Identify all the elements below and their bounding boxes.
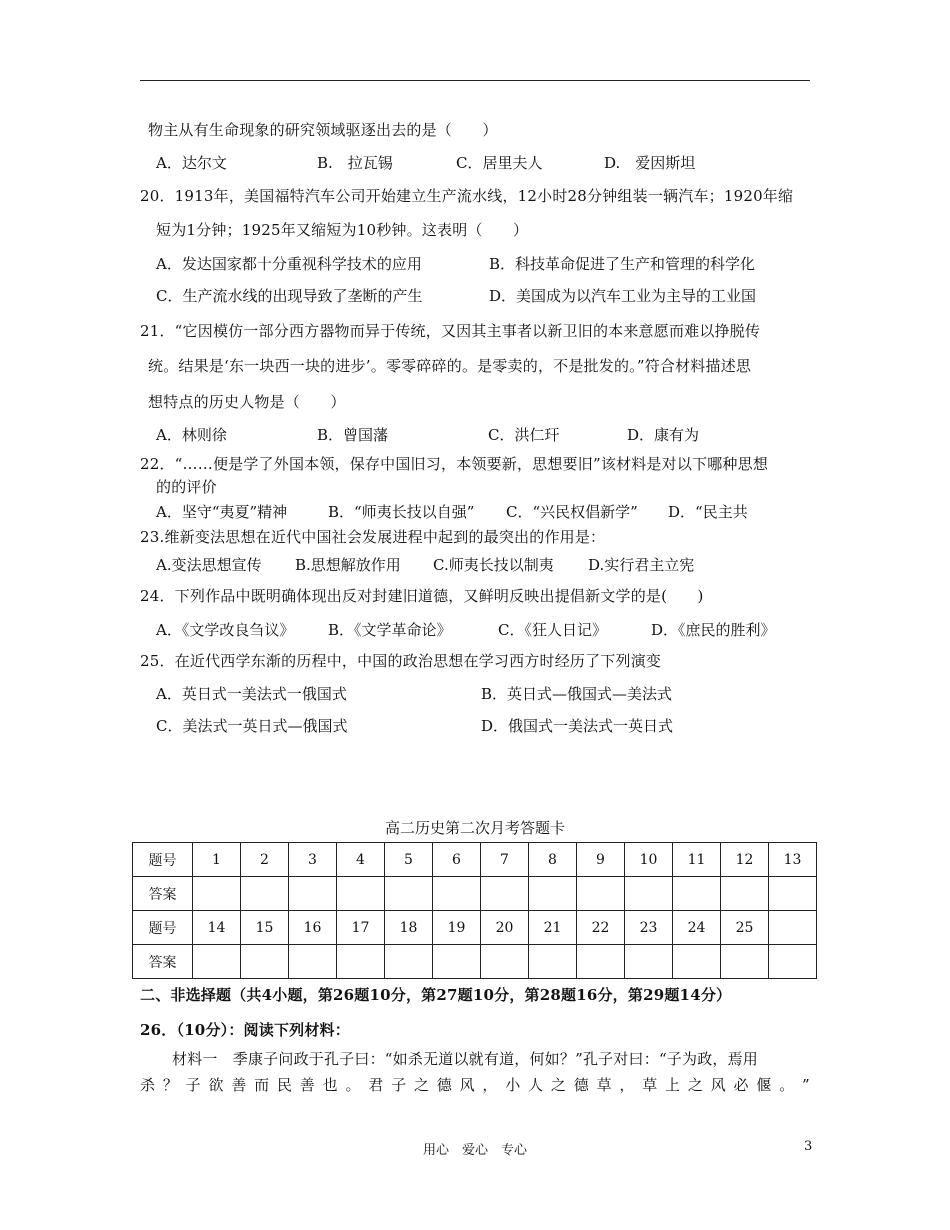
header-rule [140, 80, 810, 81]
q20-stem-line2: 短为1分钟；1925年又缩短为10秒钟。这表明（ ） [156, 221, 529, 239]
material-char: 德 [436, 1076, 452, 1094]
material-char: 草 [642, 1076, 658, 1094]
material-char: 之 [413, 1076, 429, 1094]
answer-cell[interactable] [193, 945, 241, 979]
material-char: 善 [231, 1076, 247, 1094]
q19-option-c: C．居里夫人 [456, 154, 543, 172]
q23-option-b: B.思想解放作用 [295, 556, 401, 574]
q25-option-a: A．英日式一美法式一俄国式 [156, 685, 347, 703]
answer-cell[interactable] [577, 877, 625, 911]
answer-card-table [132, 842, 817, 979]
answer-cell[interactable] [385, 945, 433, 979]
answer-cell[interactable] [289, 877, 337, 911]
material-char: 德 [573, 1076, 589, 1094]
q24-option-c: C．《狂人日记》 [498, 621, 607, 639]
material-char: ， [619, 1076, 635, 1094]
answer-cell[interactable] [433, 945, 481, 979]
answer-cell[interactable] [481, 945, 529, 979]
answer-cell[interactable] [625, 877, 673, 911]
answer-cell[interactable] [529, 945, 577, 979]
q20-option-d: D．美国成为以汽车工业为主导的工业国 [489, 287, 757, 305]
q19-option-a: A．达尔文 [156, 154, 227, 172]
q24-option-a: A．《文学改良刍议》 [156, 621, 295, 639]
question-number-cell: 24 [673, 911, 721, 945]
question-number-cell: 9 [577, 843, 625, 877]
q19-continuation: 物主从有生命现象的研究领域驱逐出去的是（ ） [148, 121, 498, 139]
material-char: ， [482, 1076, 498, 1094]
q25-stem: 25．在近代西学东渐的历程中，中国的政治思想在学习西方时经历了下列演变 [140, 652, 662, 670]
page-number: 3 [804, 1139, 813, 1154]
answer-cell[interactable] [337, 877, 385, 911]
table-row [133, 877, 817, 911]
q22-stem-line2: 的的评价 [156, 478, 217, 496]
label-question-number: 题号 [133, 911, 193, 945]
question-number-cell: 21 [529, 911, 577, 945]
material-char: 之 [687, 1076, 703, 1094]
material-char: 杀 [140, 1076, 156, 1094]
q20-option-b: B．科技革命促进了生产和管理的科学化 [489, 255, 756, 273]
q24-option-b: B．《文学革命论》 [328, 621, 452, 639]
label-answer: 答案 [133, 877, 193, 911]
question-number-cell: 18 [385, 911, 433, 945]
q25-option-d: D．俄国式一美法式一英日式 [481, 717, 674, 735]
q23-option-c: C.师夷长技以制夷 [433, 556, 554, 574]
question-number-cell: 13 [769, 843, 817, 877]
table-row [133, 843, 817, 877]
material-char: 欲 [208, 1076, 224, 1094]
question-number-cell: 23 [625, 911, 673, 945]
label-answer: 答案 [133, 945, 193, 979]
q23-option-d: D.实行君主立宪 [588, 556, 695, 574]
q21-option-b: B．曾国藩 [317, 426, 389, 444]
q22-stem-line1: 22．“……便是学了外国本领，保存中国旧习，本领要新，思想要旧”该材料是对以下哪种思想 [140, 455, 769, 473]
material-char: 小 [505, 1076, 521, 1094]
material-char: 偃 [756, 1076, 772, 1094]
material-char: 子 [391, 1076, 407, 1094]
q19-option-b: B. 拉瓦锡 [317, 154, 393, 172]
q22-option-d: D．“民主共 [668, 503, 748, 521]
answer-cell[interactable] [529, 877, 577, 911]
answer-cell[interactable] [241, 945, 289, 979]
material-char: 民 [276, 1076, 292, 1094]
material-char: 上 [665, 1076, 681, 1094]
q23-option-a: A.变法思想宣传 [156, 556, 262, 574]
table-row [133, 945, 817, 979]
material-char: 也 [322, 1076, 338, 1094]
material-char: 。 [779, 1076, 795, 1094]
material-char: 草 [596, 1076, 612, 1094]
question-number-cell: 17 [337, 911, 385, 945]
question-number-cell: 12 [721, 843, 769, 877]
q22-option-c: C．“兴民权倡新学” [506, 503, 638, 521]
question-number-cell [769, 911, 817, 945]
material-char: 风 [459, 1076, 475, 1094]
q22-option-b: B．“师夷长技以自强” [328, 503, 475, 521]
answer-cell[interactable] [481, 877, 529, 911]
question-number-cell: 8 [529, 843, 577, 877]
question-number-cell: 20 [481, 911, 529, 945]
question-number-cell: 2 [241, 843, 289, 877]
question-number-cell: 14 [193, 911, 241, 945]
label-question-number: 题号 [133, 843, 193, 877]
material1-line1: 材料一 季康子问政于孔子曰：“如杀无道以就有道，何如？”孔子对曰：“子为政，焉用 [172, 1050, 759, 1068]
answer-cell[interactable] [721, 877, 769, 911]
question-number-cell: 4 [337, 843, 385, 877]
answer-cell[interactable] [241, 877, 289, 911]
material-char: ？ [162, 1076, 178, 1094]
answer-cell[interactable] [433, 877, 481, 911]
answer-cell[interactable] [337, 945, 385, 979]
table-row [133, 911, 817, 945]
answer-cell[interactable] [769, 877, 817, 911]
q21-option-d: D．康有为 [627, 426, 700, 444]
answer-cell[interactable] [193, 877, 241, 911]
answer-cell[interactable] [673, 945, 721, 979]
q21-stem-line2: 统。结果是‘东一块西一块的进步’。零零碎碎的。是零卖的，不是批发的。”符合材料描述思 [148, 357, 752, 375]
q24-stem: 24．下列作品中既明确体现出反对封建旧道德，又鲜明反映出提倡新文学的是( ) [140, 587, 704, 605]
material-char: ” [802, 1076, 810, 1094]
material-char: 之 [550, 1076, 566, 1094]
question-number-cell: 1 [193, 843, 241, 877]
answer-cell[interactable] [385, 877, 433, 911]
q25-option-c: C．美法式一英日式—俄国式 [156, 717, 348, 735]
material-char: 子 [185, 1076, 201, 1094]
question-number-cell: 7 [481, 843, 529, 877]
material-char: 。 [345, 1076, 361, 1094]
answer-cell[interactable] [769, 945, 817, 979]
material-char: 善 [299, 1076, 315, 1094]
question-number-cell: 15 [241, 911, 289, 945]
q26-title: 26．（10分）：阅读下列材料： [140, 1021, 350, 1039]
material-char: 而 [254, 1076, 270, 1094]
answer-cell[interactable] [721, 945, 769, 979]
q21-option-c: C．洪仁玕 [488, 426, 560, 444]
answer-cell[interactable] [289, 945, 337, 979]
answer-cell[interactable] [625, 945, 673, 979]
question-number-cell: 11 [673, 843, 721, 877]
q21-stem-line3: 想特点的历史人物是（ ） [148, 393, 346, 411]
question-number-cell: 10 [625, 843, 673, 877]
question-number-cell: 3 [289, 843, 337, 877]
q21-option-a: A．林则徐 [156, 426, 227, 444]
answer-cell[interactable] [673, 877, 721, 911]
q20-stem-line1: 20．1913年，美国福特汽车公司开始建立生产流水线，12小时28分钟组装一辆汽车；1920年缩 [140, 187, 794, 205]
q19-option-d: D. 爱因斯坦 [604, 154, 696, 172]
material-char: 风 [710, 1076, 726, 1094]
q22-option-a: A．坚守“夷夏”精神 [156, 503, 288, 521]
section-heading: 二、非选择题（共4小题，第26题10分，第27题10分，第28题16分，第29题14分） [140, 986, 732, 1004]
answer-cell[interactable] [577, 945, 625, 979]
question-number-cell: 22 [577, 911, 625, 945]
q21-stem-line1: 21．“它因模仿一部分西方器物而异于传统，又因其主事者以新卫旧的本来意愿而难以挣脱传 [140, 322, 761, 340]
q25-option-b: B．英日式—俄国式—美法式 [481, 685, 673, 703]
question-number-cell: 6 [433, 843, 481, 877]
question-number-cell: 25 [721, 911, 769, 945]
question-number-cell: 19 [433, 911, 481, 945]
material-char: 人 [528, 1076, 544, 1094]
question-number-cell: 16 [289, 911, 337, 945]
material-char: 君 [368, 1076, 384, 1094]
q23-stem: 23.维新变法思想在近代中国社会发展进程中起到的最突出的作用是： [140, 528, 606, 546]
question-number-cell: 5 [385, 843, 433, 877]
material-char: 必 [733, 1076, 749, 1094]
q24-option-d: D．《庶民的胜利》 [651, 621, 776, 639]
page-footer: 用心 爱心 专心 [422, 1143, 527, 1158]
q20-option-a: A．发达国家都十分重视科学技术的应用 [156, 255, 422, 273]
answer-card-title: 高二历史第二次月考答题卡 [384, 819, 565, 837]
q20-option-c: C．生产流水线的出现导致了垄断的产生 [156, 287, 423, 305]
material1-line2 [140, 1075, 810, 1095]
